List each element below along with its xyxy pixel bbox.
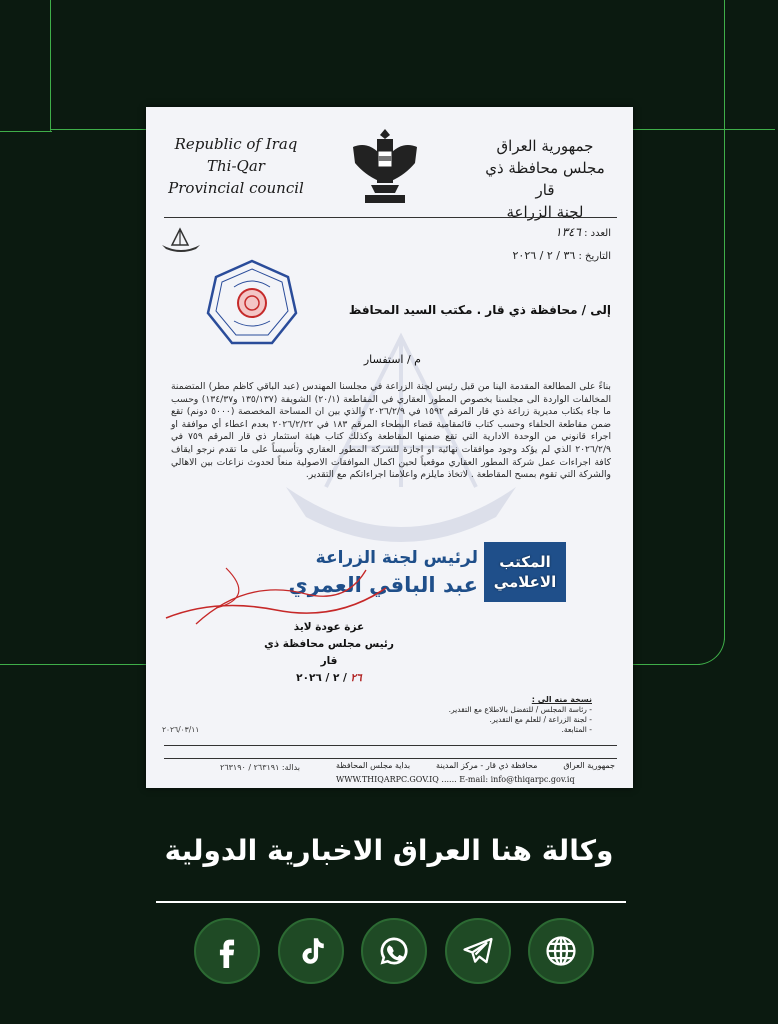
frame-line-left	[50, 0, 51, 131]
facebook-icon	[210, 934, 244, 968]
signer-title: رئيس مجلس محافظة ذي قار	[264, 638, 394, 667]
facebook-button[interactable]	[194, 918, 260, 984]
arabic-letterhead-line: مجلس محافظة ذي قار	[485, 159, 605, 199]
banner-name: عبد الباقي العمري	[288, 572, 478, 597]
footer-address-part: بداية مجلس المحافظة	[336, 761, 411, 770]
signature-scribble-icon	[156, 558, 396, 632]
english-letterhead-line: Thi-Qar	[207, 157, 265, 175]
copies-title: نسخة منه الى :	[531, 695, 592, 704]
english-letterhead-line: Provincial council	[168, 179, 304, 197]
frame-corner	[674, 612, 725, 665]
copies-item: - رئاسة المجلس / للتفضل بالاطلاع مع التقدير.	[448, 705, 592, 714]
footer-phones	[180, 763, 300, 772]
english-letterhead-line: Republic of Iraq	[174, 135, 298, 153]
boat-logo-icon	[158, 225, 204, 255]
media-office-badge	[484, 542, 566, 602]
english-letterhead	[166, 133, 306, 199]
whatsapp-button[interactable]	[361, 918, 427, 984]
copies-item: - لجنة الزراعة / للعلم مع التقدير.	[489, 715, 592, 724]
subject-line: م / استفسار	[363, 353, 421, 366]
date-value: ٣٦ / ٢ / ٢٠٢٦	[512, 249, 576, 262]
official-letter-image	[146, 107, 633, 788]
footer-divider	[164, 758, 617, 759]
header-divider	[164, 217, 617, 218]
copies-item: - المتابعة.	[561, 725, 592, 734]
agency-divider	[156, 901, 626, 903]
footer-address	[336, 761, 615, 770]
archive-date: ٢٠٢٦/٠٣/١١	[162, 725, 200, 734]
copies-item-text: المتابعة.	[561, 725, 587, 734]
addressee: إلى / محافظة ذي قار . مكتب السيد المحافظ	[348, 303, 611, 317]
whatsapp-icon	[377, 934, 411, 968]
copies-item-text: رئاسة المجلس / للتفضل بالاطلاع مع التقدير.	[448, 705, 587, 714]
globe-icon	[544, 934, 578, 968]
document-date	[513, 249, 612, 262]
arabic-letterhead-line: جمهورية العراق	[496, 137, 594, 155]
signer-name: عزة عودة لايذ	[293, 621, 365, 633]
social-links	[194, 918, 594, 988]
signer-date	[260, 670, 398, 687]
copies-list	[378, 695, 592, 735]
tiktok-icon	[294, 934, 328, 968]
arabic-letterhead	[475, 135, 615, 223]
footer-phone-numbers: ٢٦٣١٩١ / ٢٦٣١٩٠	[220, 763, 280, 772]
copies-item-text: لجنة الزراعة / للعلم مع التقدير.	[489, 715, 587, 724]
frame-line-right	[724, 0, 725, 640]
footer-web: WWW.THIQARPC.GOV.IQ ...... E-mail: info@thiqarpc.gov.iq	[336, 775, 575, 784]
media-office-line: الاعلامي	[493, 573, 557, 591]
media-office-line: المكتب	[499, 553, 551, 571]
footer-phone-label: بدالة:	[281, 763, 300, 772]
arabic-letterhead-line: لجنة الزراعة	[506, 203, 584, 221]
telegram-icon	[461, 934, 495, 968]
footer-address-part: جمهورية العراق	[563, 761, 615, 770]
letter-body: بناءً على المطالعة المقدمة الينا من قبل رئيس لجنة الزراعة في مجلسنا المهندس (عبد الباقي كاظم مطر) المتضمنة المخالفات الواردة الى مجلسنا بخصوص المطور العقاري في المقاطعة (٢٠/١) الشويفة (١٣٥/١٣٧ و١٣٤/٣٧) وحسب ما جاء بكتاب مديرية زراعة ذي قار المرقم ١٥٩٢ في ٢٠٢٦/٢/٩ والذي بين ان المساحة المخصصة (٥٠٠٠ دونم) تقع ضمن مقاطعة الحلفاء وحسب كتاب قائمقامية قضاء البطحاء المرقم ١٨٣ في ٢٠٢٦/٢/٢٢ بعدم اعطاء أي موافقة او اجراء قانوني من الوحدة الادارية التي تقع ضمنها المقاطعة وكذلك كتاب هيئة استثمار ذي قار المرقم ٧٥٩ في ٢٠٢٦/٢/٩ الذي لم يؤكد وجود موافقات نهائية او اجازة للشركة المطور العقاري وتأسيساً على ما تقدم نرجو ايقاف كافة اجراءات عمل شركة المطور العقاري موقعياً لحين اكمال الموافقات الاصولية منعاً لحدوث نزاعات بين الاهالي والشركة التي تقوم بمسح المقاطعة . لاتخاذ مايلزم واعلامنا اجراءاتكم مع التقدير.	[171, 381, 612, 481]
footer-address-part: محافظة ذي قار - مركز المدينة	[435, 761, 538, 770]
footer-thin-divider	[164, 745, 617, 746]
number-label: العدد :	[584, 228, 611, 239]
signer-date-hand: ٢٦	[350, 672, 362, 684]
date-label: التاريخ :	[578, 251, 611, 262]
agency-name: وكالة هنا العراق الاخبارية الدولية	[164, 834, 614, 867]
telegram-button[interactable]	[445, 918, 511, 984]
document-number	[555, 225, 611, 239]
number-value: ١٣٤٦	[555, 225, 581, 239]
tiktok-button[interactable]	[278, 918, 344, 984]
iraq-eagle-emblem-icon	[349, 125, 421, 207]
website-button[interactable]	[528, 918, 594, 984]
frame-line-top-left	[0, 0, 52, 132]
banner-title: لرئيس لجنة الزراعة	[315, 547, 478, 568]
signer-date-printed: / ٢ / ٢٠٢٦	[296, 672, 347, 684]
